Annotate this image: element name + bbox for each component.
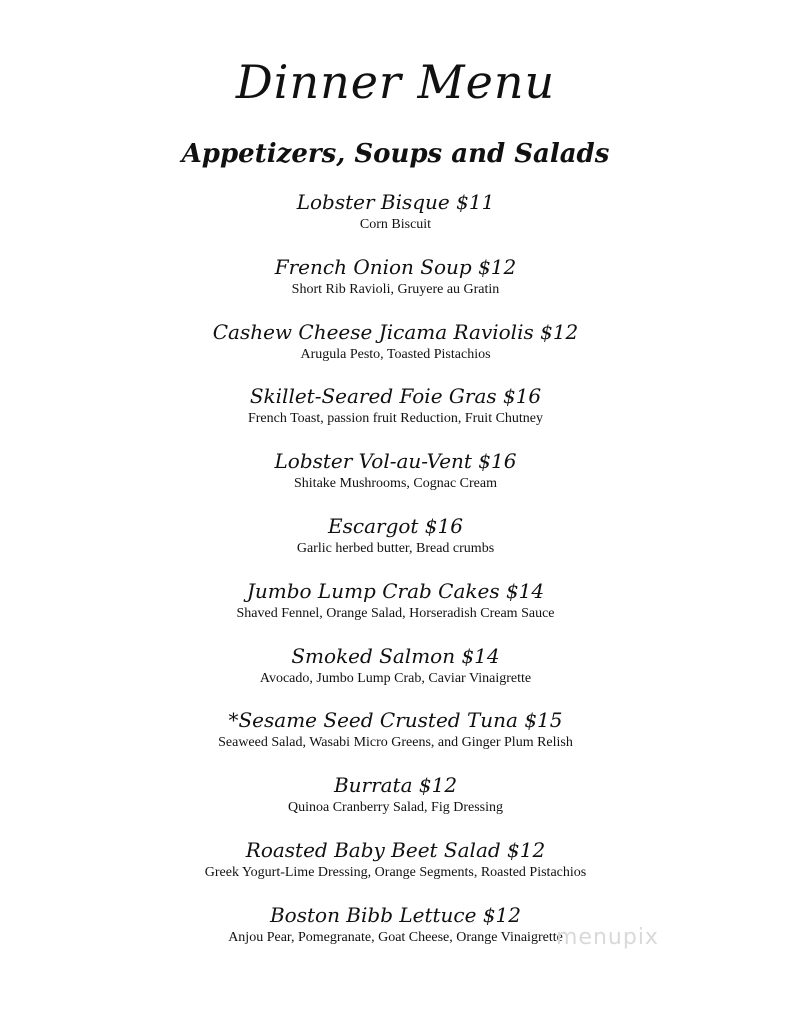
menu-item	[0, 902, 791, 967]
menu-item-name: Boston Bibb Lettuce $12	[269, 902, 521, 927]
menu-item-description: Garlic herbed butter, Bread crumbs	[296, 540, 495, 556]
menu-item-name: Lobster Bisque $11	[296, 190, 495, 214]
menu-item-description: Shitake Mushrooms, Cognac Cream	[294, 476, 497, 492]
menu-item-description: French Toast, passion fruit Reduction, Fruit Chutney	[247, 411, 544, 427]
menu-item-description: Greek Yogurt-Lime Dressing, Orange Segments, Roasted Pistachios	[204, 864, 587, 880]
menu-item-name: French Onion Soup $12	[274, 254, 517, 279]
menu-item-name: Escargot $16	[328, 513, 463, 538]
menu-item-name: *Sesame Seed Crusted Tuna $15	[228, 708, 563, 733]
menu-item	[0, 707, 791, 772]
page-title: Dinner Menu	[235, 55, 556, 109]
menu-item	[0, 772, 791, 837]
menu-item-description: Quinoa Cranberry Salad, Fig Dressing	[287, 800, 504, 816]
menu-item	[0, 189, 791, 254]
menu-item-name: Smoked Salmon $14	[291, 643, 500, 668]
menu-item	[0, 254, 791, 319]
menu-item	[0, 643, 791, 708]
watermark: menupix	[556, 925, 659, 950]
menu-item-description: Shaved Fennel, Orange Salad, Horseradish Cream Sauce	[236, 605, 555, 621]
section-title: Appetizers, Soups and Salads	[181, 139, 610, 169]
menu-item-name: Burrata $12	[333, 773, 458, 798]
menu-item-description: Anjou Pear, Pomegranate, Goat Cheese, Orange Vinaigrette	[228, 929, 563, 945]
menu-item-name: Cashew Cheese Jicama Raviolis $12	[212, 319, 579, 344]
menu-items-list	[0, 189, 791, 967]
menu-item-description: Short Rib Ravioli, Gruyere au Gratin	[291, 281, 500, 297]
menu-item-description: Arugula Pesto, Toasted Pistachios	[300, 346, 491, 362]
menu-item	[0, 383, 791, 448]
menu-item-description: Avocado, Jumbo Lump Crab, Caviar Vinaigrette	[259, 670, 532, 686]
menu-item	[0, 837, 791, 902]
menu-item-name: Lobster Vol-au-Vent $16	[274, 449, 517, 474]
menu-item	[0, 448, 791, 513]
menu-item-description: Corn Biscuit	[359, 217, 432, 232]
menu-item-name: Jumbo Lump Crab Cakes $14	[246, 578, 545, 603]
menu-item-description: Seaweed Salad, Wasabi Micro Greens, and Ginger Plum Relish	[218, 735, 573, 751]
menu-item-name: Roasted Baby Beet Salad $12	[245, 837, 546, 862]
menu-item	[0, 319, 791, 384]
menu-item	[0, 513, 791, 578]
menu-item	[0, 578, 791, 643]
menu-item-name: Skillet-Seared Foie Gras $16	[249, 384, 542, 409]
